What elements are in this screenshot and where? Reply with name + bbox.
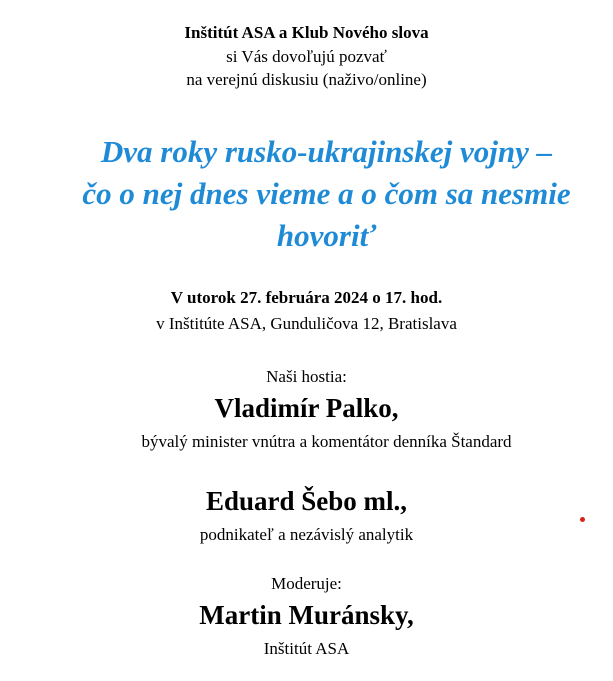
red-dot-mark — [580, 517, 585, 522]
moderator-organization: Inštitút ASA — [263, 639, 350, 658]
guests-heading: Naši hostia: — [266, 367, 347, 386]
moderator-name: Martin Muránsky, — [199, 600, 414, 630]
event-date: V utorok 27. februára 2024 o 17. hod. — [170, 288, 443, 307]
guest-2-description: podnikateľ a nezávislý analytik — [199, 525, 414, 544]
guest-1-name: Vladimír Palko, — [214, 393, 399, 423]
event-title-line-1: Dva roky rusko-ukrajinskej vojny – — [100, 134, 553, 169]
event-title-line-2: čo o nej dnes vieme a o čom sa nesmie — [82, 176, 571, 211]
guest-1-description: bývalý minister vnútra a komentátor denníka Štandard — [141, 432, 512, 451]
event-title-line-3: hovoriť — [276, 218, 377, 253]
guest-2-name: Eduard Šebo ml., — [205, 486, 408, 516]
event-place: v Inštitúte ASA, Gunduličova 12, Bratislava — [156, 314, 457, 333]
event-type-line: na verejnú diskusiu (naživo/online) — [186, 70, 427, 89]
invite-line: si Vás dovoľujú pozvať — [226, 47, 387, 66]
organizers-line: Inštitút ASA a Klub Nového slova — [184, 23, 429, 42]
moderator-heading: Moderuje: — [271, 574, 342, 593]
